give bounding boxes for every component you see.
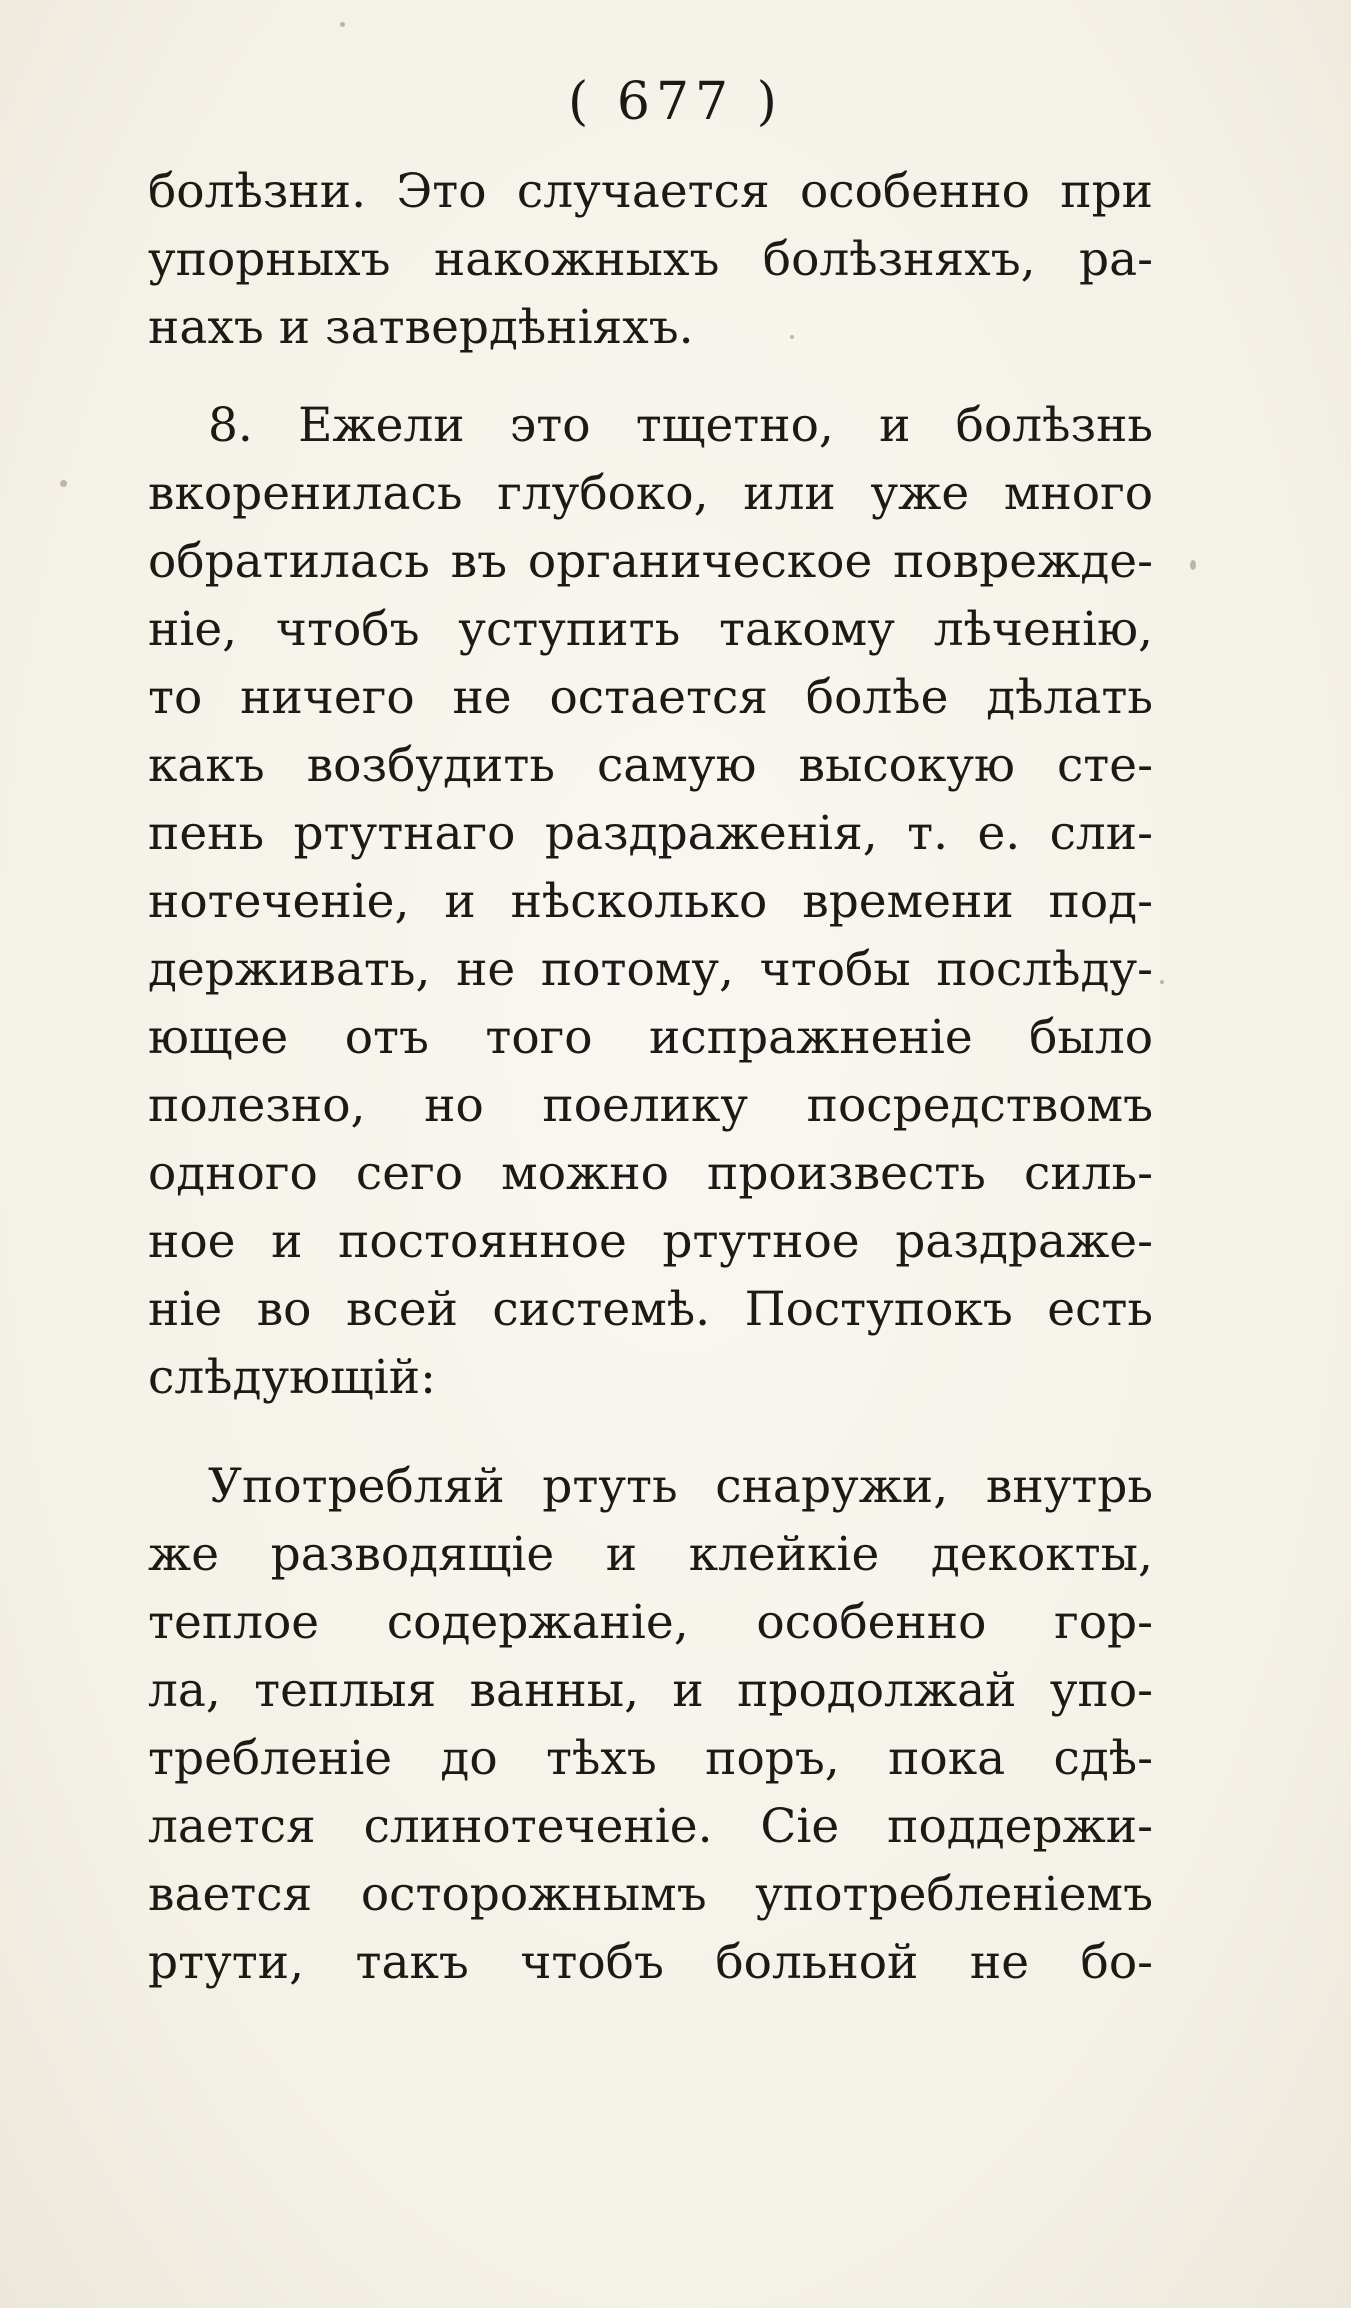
text-line: вкоренилась глубоко, или уже много: [148, 466, 1153, 521]
text-line: слѣдующiй:: [148, 1350, 436, 1405]
text-line: одного сего можно произвесть силь-: [148, 1146, 1153, 1201]
text-line: болѣзни. Это случается особенно при: [148, 164, 1153, 219]
paragraph-3: [148, 1453, 1153, 1997]
paper-speck: [340, 22, 345, 27]
paragraph-1: [148, 158, 1153, 362]
paragraph-2: [148, 392, 1153, 1412]
text-line: полезно, но поелику посредствомъ: [148, 1078, 1153, 1133]
text-line: вается осторожнымъ употребленiемъ: [148, 1867, 1153, 1922]
text-line: пень ртутнаго раздраженiя, т. е. сли-: [148, 806, 1153, 861]
text-line: то ничего не остается болѣе дѣлать: [148, 670, 1153, 725]
text-line: лается слинотеченiе. Сiе поддержи-: [148, 1799, 1153, 1854]
text-line: теплое содержанiе, особенно гор-: [148, 1595, 1153, 1650]
paper-speck: [1160, 980, 1164, 984]
text-line: ющее отъ того испражненiе было: [148, 1010, 1153, 1065]
paper-speck: [1190, 560, 1196, 570]
page-number: ( 677 ): [568, 72, 783, 132]
text-line: же разводящiе и клейкiе декокты,: [148, 1527, 1153, 1582]
text-line: ртути, такъ чтобъ больной не бо-: [148, 1935, 1153, 1990]
text-line: нотеченiе, и нѣсколько времени под-: [148, 874, 1153, 929]
text-line: Употребляй ртуть снаружи, внутрь: [208, 1459, 1153, 1514]
text-line: обратилась въ органическое поврежде-: [148, 534, 1153, 589]
paper-speck: [790, 335, 794, 339]
text-line: требленiе до тѣхъ поръ, пока сдѣ-: [148, 1731, 1153, 1786]
text-line: упорныхъ накожныхъ болѣзняхъ, ра-: [148, 232, 1153, 287]
text-line: ное и постоянное ртутное раздраже-: [148, 1214, 1153, 1269]
text-line: ла, теплыя ванны, и продолжай упо-: [148, 1663, 1153, 1718]
text-line: держивать, не потому, чтобы послѣду-: [148, 942, 1153, 997]
paper-speck: [60, 480, 67, 487]
text-line: нахъ и затвердѣнiяхъ.: [148, 300, 694, 355]
text-line: нiе во всей системѣ. Поступокъ есть: [148, 1282, 1153, 1337]
text-line: нiе, чтобъ уступить такому лѣченiю,: [148, 602, 1153, 657]
text-line: какъ возбудить самую высокую сте-: [148, 738, 1153, 793]
text-line: 8. Ежели это тщетно, и болѣзнь: [208, 398, 1153, 453]
